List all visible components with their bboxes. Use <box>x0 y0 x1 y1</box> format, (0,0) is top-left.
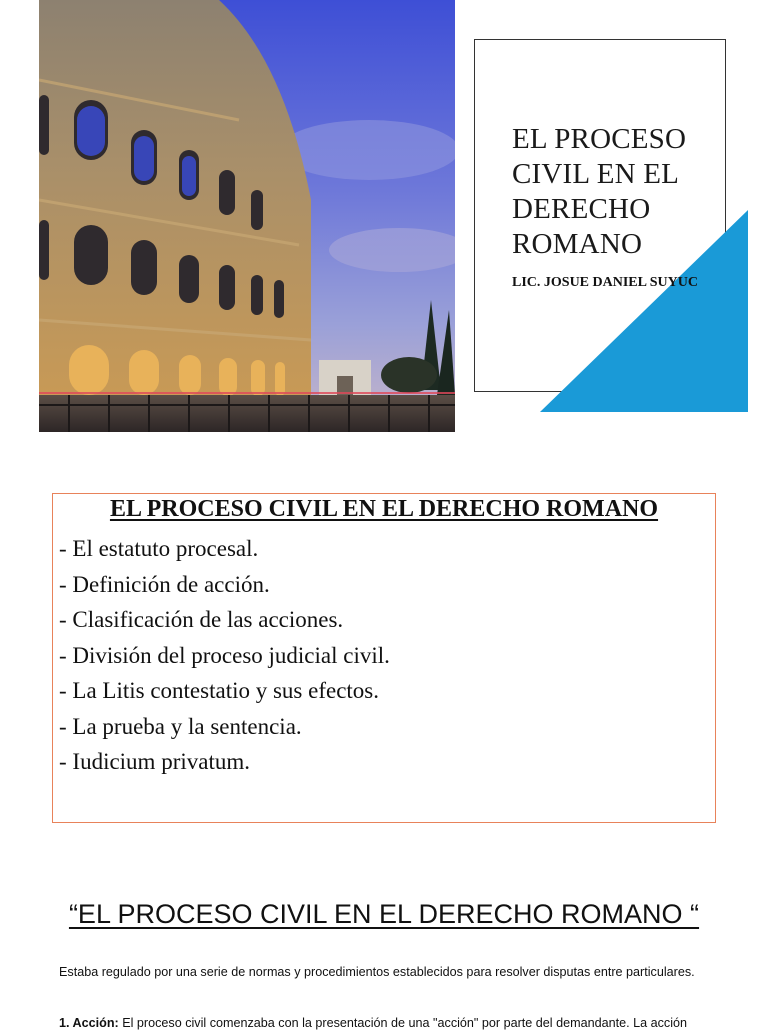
colosseum-photo <box>39 0 455 432</box>
contents-heading-text: EL PROCESO CIVIL EN EL DERECHO ROMANO <box>109 496 659 522</box>
cover-author: LIC. JOSUE DANIEL SUYUC <box>512 275 698 290</box>
contents-box <box>52 493 716 823</box>
accion-text: El proceso civil comenzaba con la presentación de una "acción" por parte del demandante. La acción <box>118 1015 688 1030</box>
cover-title: EL PROCESO CIVIL EN EL DERECHO ROMANO <box>512 123 687 260</box>
contents-list <box>59 531 390 780</box>
contents-item: - Iudicium privatum. <box>59 749 250 774</box>
section-title <box>0 899 768 930</box>
contents-item: - División del proceso judicial civil. <box>59 642 390 668</box>
contents-item: - La Litis contestatio y sus efectos. <box>59 678 380 703</box>
contents-item: - La prueba y la sentencia. <box>59 713 302 739</box>
accion-label: 1. Acción: <box>59 1015 119 1030</box>
section-title-text: “EL PROCESO CIVIL EN EL DERECHO ROMANO “ <box>68 899 700 929</box>
contents-item: - Definición de acción. <box>59 571 270 597</box>
intro-paragraph: Estaba regulado por una serie de normas y procedimientos establecidos para resolver disputas entre particulares. <box>59 964 695 979</box>
contents-heading <box>53 496 715 523</box>
accion-paragraph <box>59 1014 709 1032</box>
contents-item: - El estatuto procesal. <box>59 536 259 561</box>
contents-item: - Clasificación de las acciones. <box>59 607 344 632</box>
